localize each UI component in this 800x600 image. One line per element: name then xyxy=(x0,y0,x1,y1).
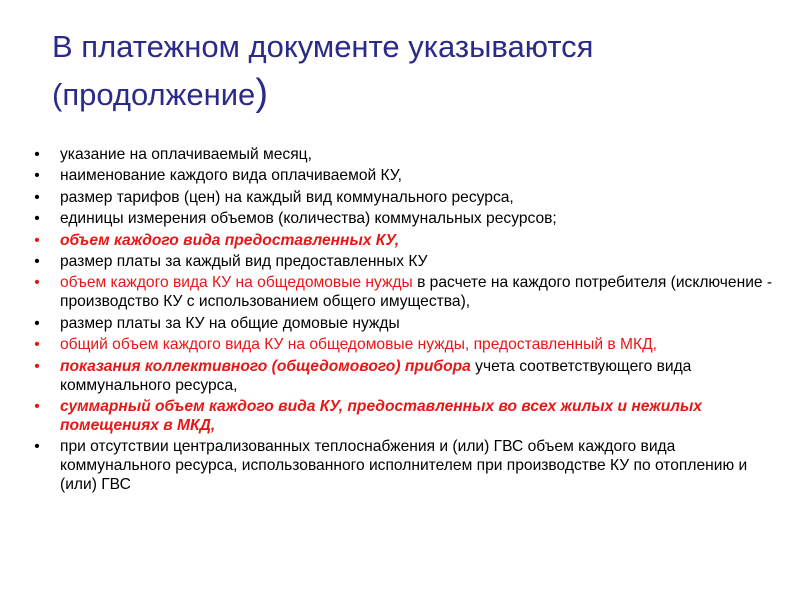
item-text-highlighted: объем каждого вида предоставленных КУ, xyxy=(60,231,400,249)
list-item xyxy=(30,357,780,395)
bullet-marker: • xyxy=(34,357,40,375)
bullet-marker: • xyxy=(34,274,40,292)
bullet-marker: • xyxy=(34,336,40,354)
list-item xyxy=(30,252,780,271)
list-item xyxy=(30,314,780,333)
item-text: указание на оплачиваемый месяц, xyxy=(60,146,312,163)
item-text: наименование каждого вида оплачиваемой КУ, xyxy=(60,167,402,185)
bullet-marker: • xyxy=(34,210,40,228)
item-text: в расчете на каждого потребителя (исключение - производство КУ с использованием общего имущества), xyxy=(60,274,773,311)
item-text: размер тарифов (цен) на каждый вид коммунального ресурса, xyxy=(60,188,514,206)
bullet-marker: • xyxy=(34,231,40,249)
item-text-highlighted: общий объем каждого вида КУ на общедомовые нужды, предоставленный в МКД, xyxy=(60,336,657,354)
list-item xyxy=(30,335,780,354)
list-item xyxy=(30,273,780,311)
item-text: при отсутствии централизованных теплоснабжения и (или) ГВС объем каждого вида коммунального ресурса, использованного исполнителем при производстве КУ по отоплению и (или) ГВС xyxy=(60,438,748,494)
list-item xyxy=(30,166,780,185)
title-line-1: В платежном документе указываются xyxy=(52,29,594,64)
list-item xyxy=(30,145,780,164)
list-item xyxy=(30,188,780,207)
title-close-paren: ) xyxy=(255,72,268,114)
list-item xyxy=(30,231,780,250)
item-text-highlighted: объем каждого вида КУ на общедомовые нужды xyxy=(60,274,413,292)
item-text: учета соответствующего вида коммунального ресурса, xyxy=(60,357,692,394)
item-text: единицы измерения объемов (количества) коммунальных ресурсов; xyxy=(60,210,557,228)
item-text: размер платы за КУ на общие домовые нужды xyxy=(60,314,400,332)
bullet-marker: • xyxy=(34,188,40,206)
item-text: размер платы за каждый вид предоставленных КУ xyxy=(60,252,428,270)
list-item xyxy=(30,209,780,228)
bullet-marker: • xyxy=(34,397,40,415)
title-line-2: (продолжение xyxy=(52,77,256,112)
item-text-highlighted: суммарный объем каждого вида КУ, предоставленных во всех жилых и нежилых помещениях в МКД, xyxy=(60,397,702,434)
slide-title xyxy=(52,24,772,118)
bullet-list xyxy=(30,145,780,497)
list-item xyxy=(30,397,780,435)
list-item xyxy=(30,437,780,494)
bullet-marker: • xyxy=(34,252,40,270)
bullet-marker: • xyxy=(34,167,40,185)
item-text-highlighted: показания коллективного (общедомового) прибора xyxy=(60,357,471,375)
bullet-marker: • xyxy=(34,438,40,456)
bullet-marker: • xyxy=(34,314,40,332)
bullet-marker: • xyxy=(34,146,40,163)
